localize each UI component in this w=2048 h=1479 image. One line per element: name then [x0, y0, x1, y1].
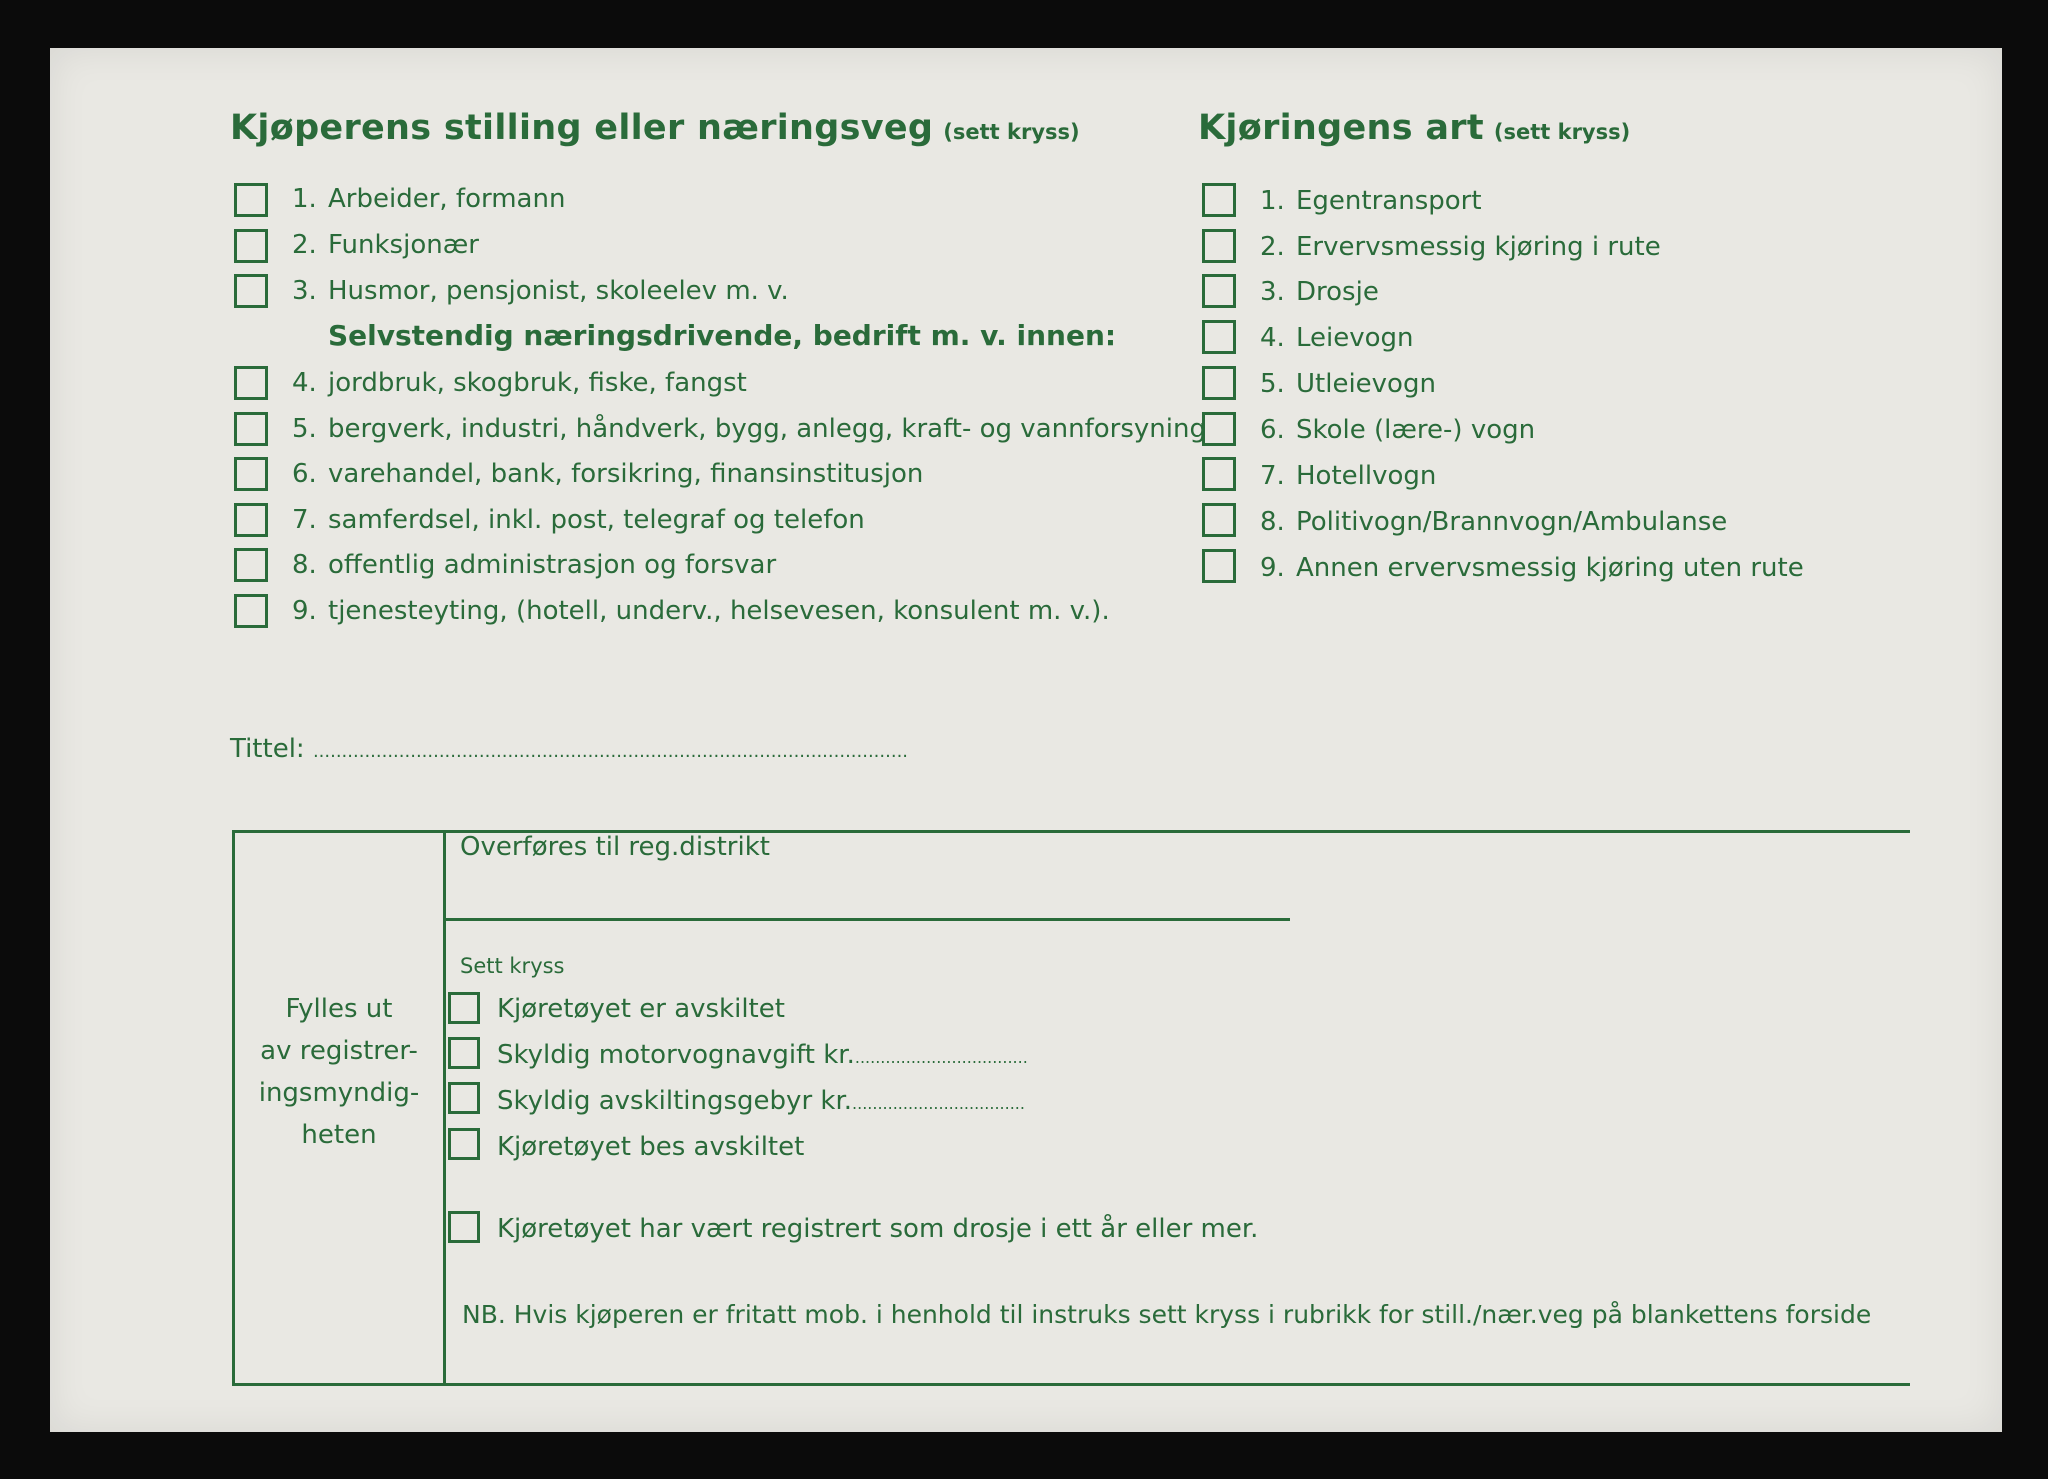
item-label: Ervervsmessig kjøring i rute: [1296, 232, 1661, 262]
stilling-item-6: [292, 459, 923, 489]
check-avskiltet: [497, 994, 785, 1024]
stilling-item-5: [292, 414, 1206, 444]
check-motorvognavgift: [497, 1040, 1028, 1070]
tittel-dotted-line: ........................................................................................................: [312, 741, 909, 762]
item-number: 1.: [1260, 186, 1285, 216]
item-number: 2.: [292, 230, 317, 260]
checkbox-drosje[interactable]: [448, 1211, 480, 1243]
item-label: Skole (lære-) vogn: [1296, 415, 1536, 445]
checkbox-stilling-3[interactable]: [234, 274, 268, 308]
stilling-item-1: [292, 184, 565, 214]
item-number: 4.: [292, 368, 317, 398]
item-label: tjenesteyting, (hotell, underv., helsevesen, konsulent m. v.).: [328, 596, 1110, 626]
checkbox-stilling-2[interactable]: [234, 229, 268, 263]
checkbox-bes-avskiltet[interactable]: [448, 1128, 480, 1160]
box-divider: [443, 830, 446, 1386]
check-label: Skyldig motorvognavgift kr.: [497, 1040, 855, 1070]
side-label-line-1: Fylles ut: [285, 994, 393, 1024]
item-label: Annen ervervsmessig kjøring uten rute: [1296, 553, 1804, 583]
side-label-line-2: av registrer-: [260, 1036, 418, 1066]
item-number: 9.: [292, 596, 317, 626]
checkbox-stilling-9[interactable]: [234, 594, 268, 628]
item-number: 1.: [292, 184, 317, 214]
stilling-item-2: [292, 230, 479, 260]
kjoring-item-6: [1260, 415, 1535, 445]
checkbox-kjoring-9[interactable]: [1202, 549, 1236, 583]
amount-dotted-line[interactable]: ..................................: [852, 1094, 1025, 1113]
item-label: Arbeider, formann: [328, 184, 566, 214]
item-number: 5.: [292, 414, 317, 444]
item-label: Drosje: [1296, 277, 1379, 307]
checkbox-kjoring-4[interactable]: [1202, 320, 1236, 354]
check-drosje: Kjøretøyet har vært registrert som drosje i ett år eller mer.: [497, 1214, 1259, 1244]
stilling-item-4: [292, 368, 747, 398]
kjoring-item-2: [1260, 232, 1661, 262]
checkbox-stilling-7[interactable]: [234, 503, 268, 537]
checkbox-kjoring-3[interactable]: [1202, 274, 1236, 308]
kjoring-item-7: [1260, 461, 1436, 491]
check-label: Kjøretøyet bes avskiltet: [497, 1132, 805, 1162]
item-label: Hotellvogn: [1296, 461, 1437, 491]
checkbox-stilling-5[interactable]: [234, 412, 268, 446]
item-label: Leievogn: [1296, 323, 1414, 353]
item-number: 9.: [1260, 553, 1285, 583]
check-avskiltingsgebyr: [497, 1086, 1025, 1116]
transfer-label: Overføres til reg.distrikt: [460, 832, 770, 862]
item-number: 8.: [292, 550, 317, 580]
item-number: 8.: [1260, 507, 1285, 537]
checkbox-kjoring-1[interactable]: [1202, 183, 1236, 217]
kjoring-item-3: [1260, 277, 1379, 307]
item-number: 5.: [1260, 369, 1285, 399]
box-left-border: [232, 830, 235, 1386]
checkbox-avskiltingsgebyr[interactable]: [448, 1082, 480, 1114]
stilling-item-3: [292, 276, 789, 306]
box-bottom-border: [232, 1383, 1910, 1386]
kjoring-item-9: [1260, 553, 1804, 583]
left-title-text: Kjøperens stilling eller næringsveg: [230, 108, 934, 148]
checkbox-kjoring-8[interactable]: [1202, 503, 1236, 537]
right-title-text: Kjøringens art: [1198, 108, 1484, 148]
checkbox-avskiltet[interactable]: [448, 992, 480, 1024]
selvstendig-subheading: Selvstendig næringsdrivende, bedrift m. v. innen:: [328, 319, 1117, 352]
item-number: 7.: [1260, 461, 1285, 491]
kjoring-item-4: [1260, 323, 1414, 353]
checkbox-kjoring-5[interactable]: [1202, 366, 1236, 400]
item-label: Husmor, pensjonist, skoleelev m. v.: [328, 276, 789, 306]
item-number: 3.: [292, 276, 317, 306]
checkbox-stilling-6[interactable]: [234, 457, 268, 491]
item-number: 2.: [1260, 232, 1285, 262]
nb-note: NB. Hvis kjøperen er fritatt mob. i henhold til instruks sett kryss i rubrikk for still./nær.veg på blankettens forside: [462, 1300, 1872, 1329]
checkbox-stilling-4[interactable]: [234, 366, 268, 400]
stilling-item-7: [292, 505, 865, 535]
item-label: Funksjonær: [328, 230, 479, 260]
sett-kryss-label: Sett kryss: [460, 954, 565, 978]
registry-side-label: [236, 988, 442, 1156]
item-label: bergverk, industri, håndverk, bygg, anlegg, kraft- og vannforsyning: [328, 414, 1206, 444]
item-label: Utleievogn: [1296, 369, 1436, 399]
tittel-field[interactable]: [230, 734, 908, 764]
checkbox-stilling-1[interactable]: [234, 183, 268, 217]
item-label: Egentransport: [1296, 186, 1482, 216]
transfer-line[interactable]: [446, 918, 1290, 921]
item-label: jordbruk, skogbruk, fiske, fangst: [328, 368, 747, 398]
kjoring-item-5: [1260, 369, 1436, 399]
right-title-note: (sett kryss): [1493, 120, 1631, 144]
side-label-line-3: ingsmyndig-: [258, 1078, 420, 1108]
side-label-line-4: heten: [301, 1120, 377, 1150]
item-number: 7.: [292, 505, 317, 535]
amount-dotted-line[interactable]: ..................................: [854, 1048, 1028, 1067]
right-section-title: [1198, 108, 1630, 148]
check-label: Kjøretøyet er avskiltet: [497, 994, 785, 1024]
item-label: offentlig administrasjon og forsvar: [328, 550, 777, 580]
checkbox-stilling-8[interactable]: [234, 548, 268, 582]
kjoring-item-1: [1260, 186, 1482, 216]
left-title-note: (sett kryss): [943, 120, 1080, 144]
item-number: 6.: [292, 459, 317, 489]
checkbox-motorvognavgift[interactable]: [448, 1037, 480, 1069]
stilling-item-9: [292, 596, 1110, 626]
checkbox-kjoring-7[interactable]: [1202, 457, 1236, 491]
checkbox-kjoring-2[interactable]: [1202, 229, 1236, 263]
check-label: Skyldig avskiltingsgebyr kr.: [497, 1086, 853, 1116]
left-section-title: [230, 108, 1080, 148]
item-label: Politivogn/Brannvogn/Ambulanse: [1296, 507, 1728, 537]
kjoring-item-8: [1260, 507, 1727, 537]
item-number: 4.: [1260, 323, 1285, 353]
stilling-item-8: [292, 550, 776, 580]
item-number: 3.: [1260, 277, 1285, 307]
tittel-label: Tittel:: [230, 734, 305, 764]
item-number: 6.: [1260, 415, 1285, 445]
check-bes-avskiltet: [497, 1132, 804, 1162]
checkbox-kjoring-6[interactable]: [1202, 412, 1236, 446]
item-label: samferdsel, inkl. post, telegraf og telefon: [328, 505, 865, 535]
item-label: varehandel, bank, forsikring, finansinstitusjon: [328, 459, 924, 489]
